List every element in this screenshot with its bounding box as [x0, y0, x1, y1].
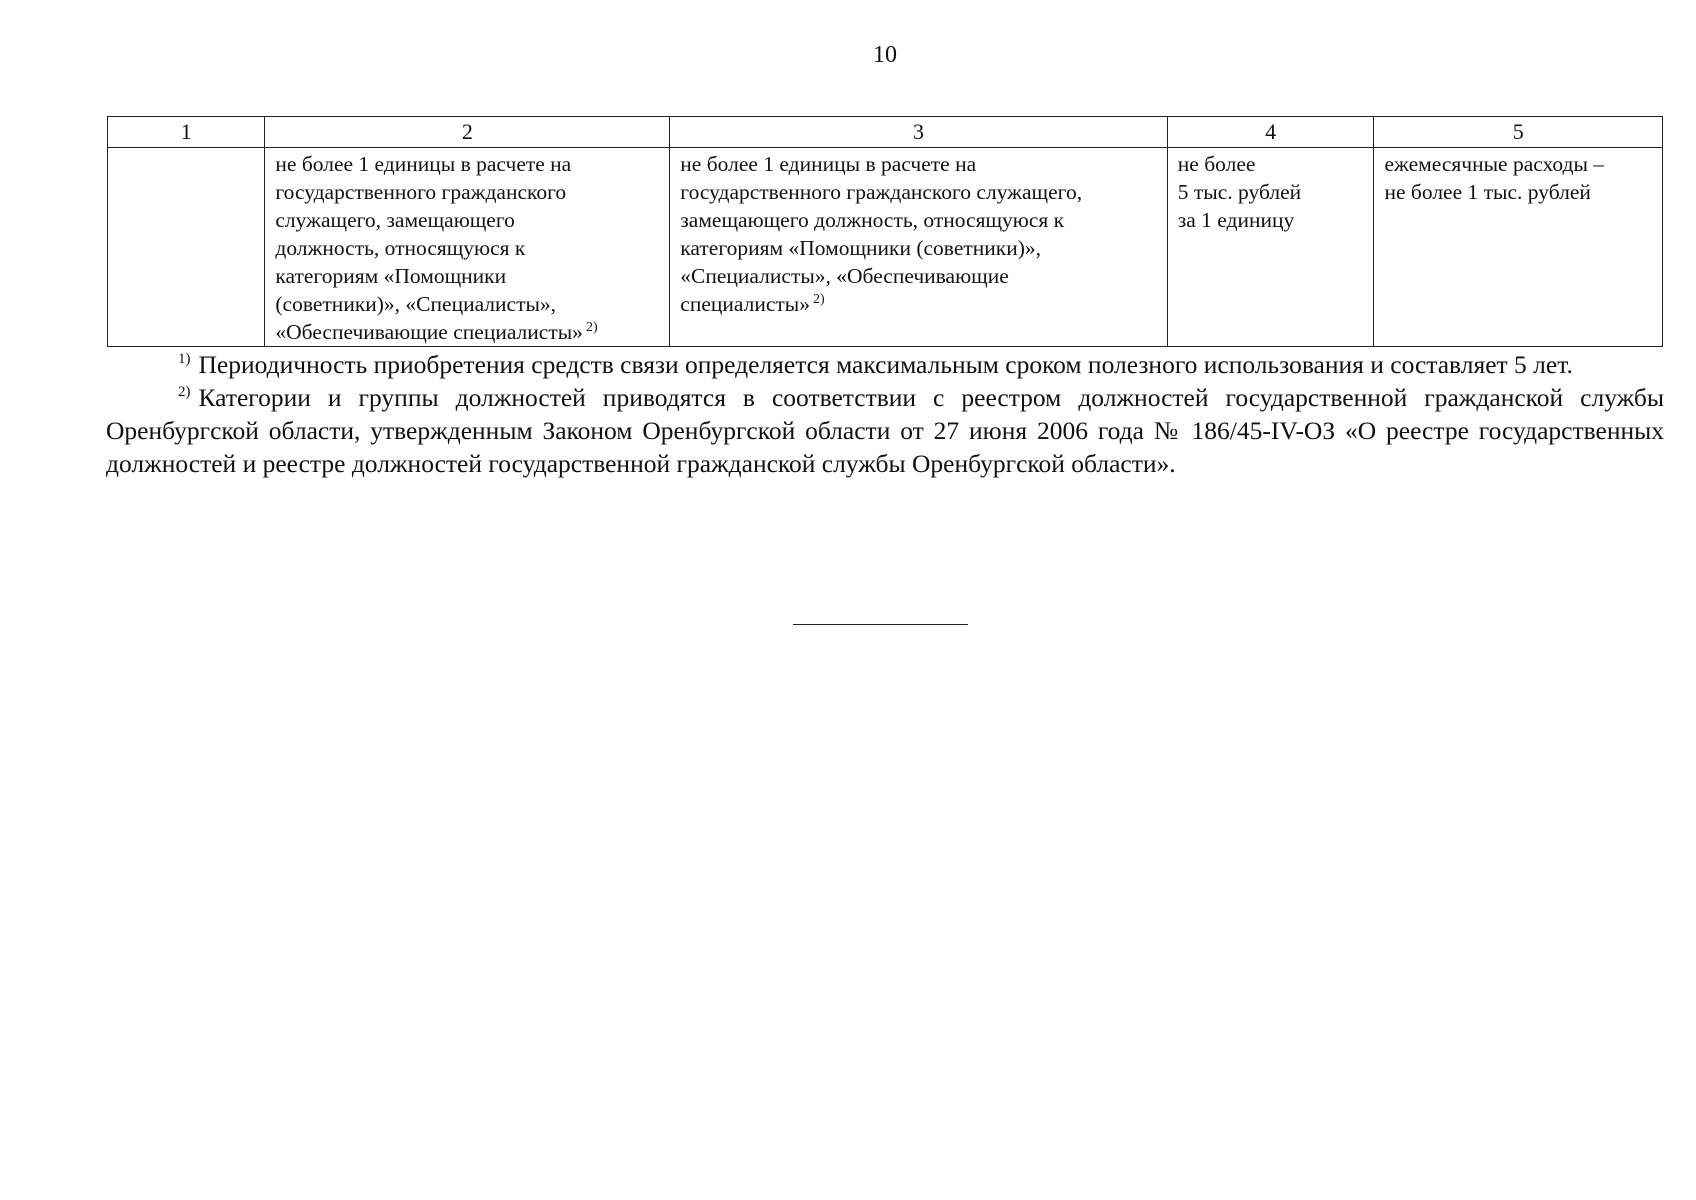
allowances-table — [107, 116, 1663, 347]
cell-text-line: не более 1 единицы в расчете на — [680, 152, 977, 176]
cell-text-line-last — [275, 318, 659, 346]
cell-text-line-last — [680, 290, 1156, 318]
row-cell-4 — [1167, 148, 1374, 347]
cell-text-line: категориям «Помощники — [275, 264, 507, 288]
cell-text-line: не более 1 тыс. рублей — [1384, 180, 1591, 204]
cell-text-line: не более — [1177, 152, 1256, 176]
cell-text-line: (советники)», «Специалисты», — [275, 292, 557, 316]
footnote-marker: 2) — [178, 384, 191, 400]
footnote-text: Категории и группы должностей приводятся в соответствии с реестром должностей государственной гражданской службы Оренбургской области, утвержденным Законом Оренбургской области от 27 июня 2006 года № 186/45-IV-ОЗ «О реестре государственных должностей и реестре должностей государственной гражданской службы Оренбургской области». — [106, 383, 1664, 478]
footnote-1 — [106, 348, 1664, 381]
footnotes — [106, 348, 1664, 480]
cell-text-line: замещающего должность, относящуюся к — [680, 208, 1065, 232]
cell-text-line: должность, относящуюся к — [275, 236, 526, 260]
footnote-marker: 2) — [813, 292, 825, 307]
cell-text: «Обеспечивающие специалисты» — [275, 320, 583, 344]
row-cell-5 — [1374, 148, 1663, 347]
table-header-row — [108, 117, 1663, 148]
table-row — [108, 148, 1663, 347]
cell-text-line: служащего, замещающего — [275, 208, 515, 232]
page-number: 10 — [873, 42, 897, 68]
cell-text-line: государственного гражданского служащего, — [680, 180, 1083, 204]
end-divider — [793, 624, 968, 625]
footnote-marker: 1) — [178, 351, 191, 367]
cell-text-line: «Специалисты», «Обеспечивающие — [680, 264, 1009, 288]
header-cell-5: 5 — [1374, 117, 1663, 148]
header-cell-3: 3 — [670, 117, 1167, 148]
cell-text-line: категориям «Помощники (советники)», — [680, 236, 1042, 260]
row-cell-2 — [265, 148, 670, 347]
footnote-2 — [106, 381, 1664, 480]
footnote-marker: 2) — [585, 320, 598, 335]
header-cell-1: 1 — [108, 117, 265, 148]
header-cell-2: 2 — [265, 117, 670, 148]
footnote-text: Периодичность приобретения средств связи определяется максимальным сроком полезного использования и составляет 5 лет. — [198, 350, 1573, 379]
cell-text-line: государственного гражданского — [275, 180, 567, 204]
cell-text-line: 5 тыс. рублей — [1177, 180, 1302, 204]
cell-text: специалисты» — [680, 292, 810, 316]
cell-text-line: не более 1 единицы в расчете на — [275, 152, 572, 176]
cell-text-line: ежемесячные расходы – — [1384, 152, 1605, 176]
row-cell-1 — [108, 148, 265, 347]
cell-text-line: за 1 единицу — [1177, 208, 1295, 232]
header-cell-4: 4 — [1167, 117, 1374, 148]
row-cell-3 — [670, 148, 1167, 347]
